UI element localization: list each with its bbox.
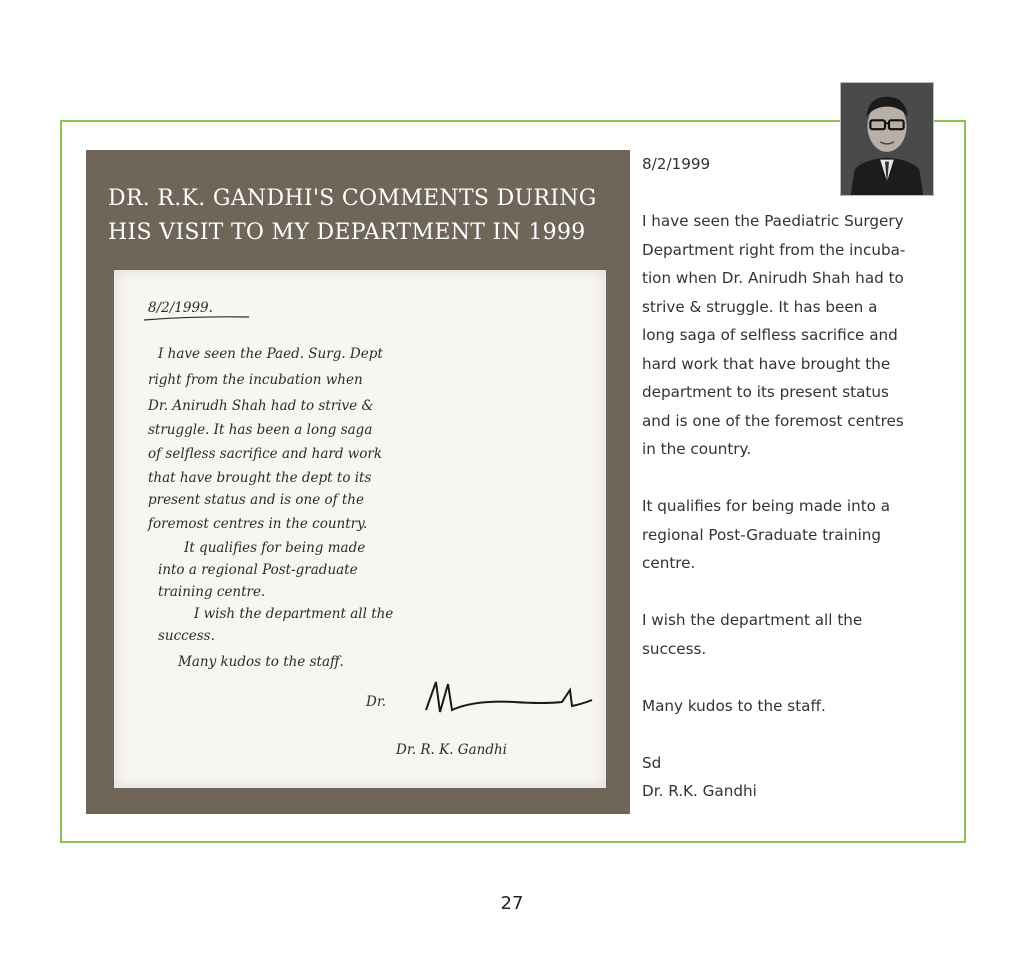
handwritten-line: right from the incubation when: [148, 372, 363, 388]
transcript-line: long saga of selfless sacrifice and: [642, 326, 898, 344]
transcript-sign-off: Sd: [642, 753, 662, 772]
panel-title: [108, 182, 618, 250]
transcript-line: department to its present status: [642, 383, 889, 401]
transcript-line: in the country.: [642, 440, 752, 458]
transcript-date: 8/2/1999: [642, 155, 711, 173]
transcript-line: It qualifies for being made into a: [642, 497, 891, 515]
handwritten-line: Dr. Anirudh Shah had to strive &: [148, 398, 374, 414]
handwritten-letter-image: [114, 270, 606, 788]
handwritten-line: training centre.: [158, 584, 266, 600]
handwritten-line: Many kudos to the staff.: [178, 654, 344, 670]
handwritten-line: that have brought the dept to its: [148, 470, 372, 486]
transcript-line: I have seen the Paediatric Surgery: [642, 212, 904, 230]
handwritten-line: of selfless sacrifice and hard work: [148, 446, 383, 462]
transcript-line: centre.: [642, 554, 696, 572]
handwritten-line: I wish the department all the: [194, 606, 394, 622]
transcript-line: Department right from the incuba-: [642, 240, 906, 259]
transcript-text: [642, 150, 947, 806]
transcript-line: tion when Dr. Anirudh Shah had to: [642, 269, 904, 287]
signature-name: Dr. R. K. Gandhi: [396, 742, 507, 758]
transcript-line: regional Post-Graduate training: [642, 525, 882, 544]
handwritten-line: success.: [158, 628, 215, 644]
transcript-line: hard work that have brought the: [642, 354, 891, 373]
transcript-line: and is one of the foremost centres: [642, 411, 904, 430]
panel-title-line-2: HIS VISIT TO MY DEPARTMENT IN 1999: [108, 220, 586, 245]
transcript-line: I wish the department all the: [642, 611, 863, 629]
signature-mark: [426, 682, 592, 712]
handwritten-line: I have seen the Paed. Surg. Dept: [158, 346, 383, 362]
page-number: 27: [500, 893, 524, 914]
handwritten-line: foremost centres in the country.: [148, 516, 368, 532]
transcript-line: strive & struggle. It has been a: [642, 297, 878, 316]
handwritten-line: struggle. It has been a long saga: [148, 422, 373, 438]
handwritten-line: present status and is one of the: [148, 492, 364, 508]
handwritten-line: It qualifies for being made: [184, 540, 366, 556]
transcript-line: success.: [642, 639, 707, 658]
signature-prefix: Dr.: [366, 694, 387, 710]
panel-title-line-1: DR. R.K. GANDHI'S COMMENTS DURING: [108, 186, 597, 211]
handwritten-line: into a regional Post-graduate: [158, 562, 358, 578]
transcript-signatory: Dr. R.K. Gandhi: [642, 782, 757, 800]
transcript-line: Many kudos to the staff.: [642, 696, 826, 715]
handwritten-date: 8/2/1999.: [148, 300, 213, 316]
